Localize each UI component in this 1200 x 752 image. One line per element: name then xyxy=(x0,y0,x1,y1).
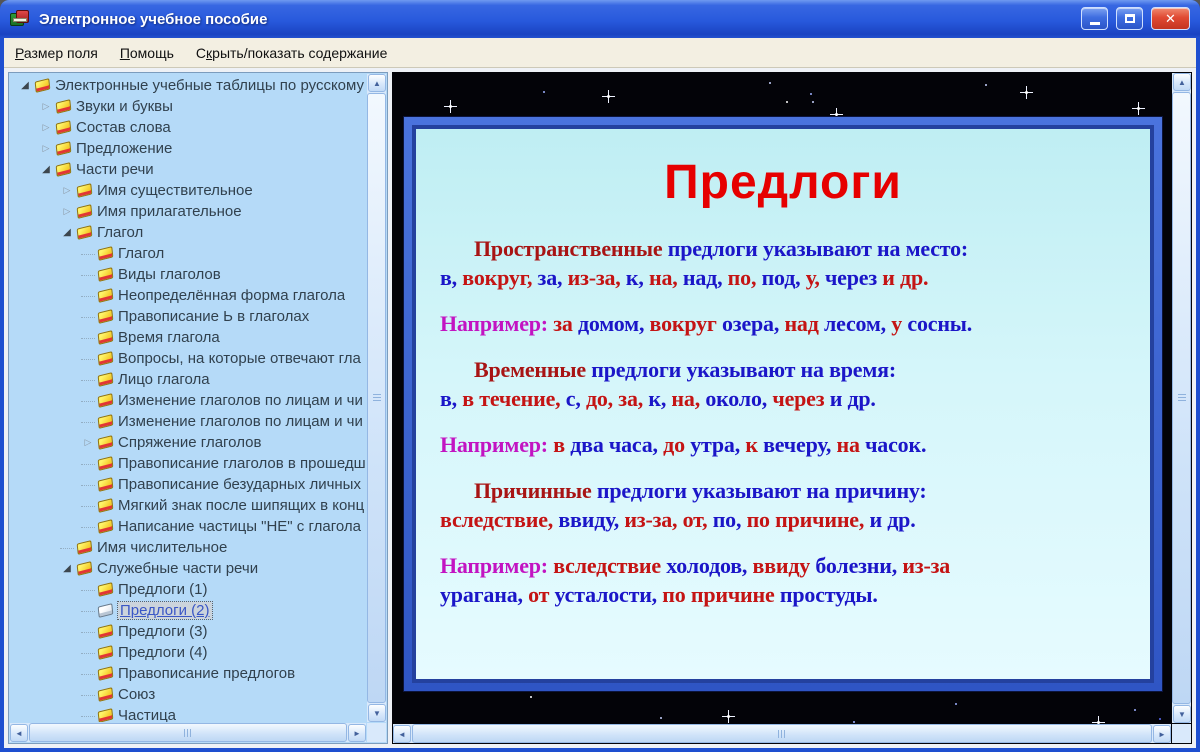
star xyxy=(1159,718,1161,720)
maximize-button[interactable] xyxy=(1116,7,1143,30)
tree-item[interactable] xyxy=(10,474,366,495)
book-icon xyxy=(98,246,114,261)
tree-item[interactable] xyxy=(10,306,366,327)
scroll-right-button[interactable]: ► xyxy=(1153,725,1171,743)
book-icon xyxy=(98,267,114,282)
scrollbar-thumb[interactable] xyxy=(29,723,347,742)
tree-item[interactable] xyxy=(10,75,366,96)
tree-item[interactable] xyxy=(10,138,366,159)
tree-item-label: Изменение глаголов по лицам и чи xyxy=(118,413,363,430)
expand-icon[interactable]: ▷ xyxy=(63,206,71,216)
close-icon: ✕ xyxy=(1165,11,1176,26)
tree-item[interactable] xyxy=(10,684,366,705)
window-title: Электронное учебное пособие xyxy=(39,10,268,28)
tree-item-label: Служебные части речи xyxy=(97,560,259,577)
tree-item-label: Виды глаголов xyxy=(118,266,221,283)
maximize-icon xyxy=(1125,14,1135,23)
tree-item-label: Частица xyxy=(118,707,177,722)
app-book-icon xyxy=(9,9,31,29)
star xyxy=(1134,709,1136,711)
book-icon xyxy=(98,582,114,597)
book-icon xyxy=(98,477,114,492)
book-icon xyxy=(98,351,114,366)
book-icon xyxy=(98,498,114,513)
book-icon xyxy=(98,372,114,387)
prepositions-causal: вследствие, ввиду, из-за, от, по, по причине, и др. xyxy=(440,507,916,532)
book-icon xyxy=(56,141,72,156)
scroll-right-button[interactable]: ► xyxy=(348,724,366,742)
rule-causal: Причинные предлоги указывают на причину: xyxy=(474,478,927,503)
menu-item-field-size[interactable]: Размер поля xyxy=(15,44,98,61)
tree-item[interactable] xyxy=(10,537,366,558)
menu-item-toggle-contents[interactable]: Скрыть/показать содержание xyxy=(195,44,388,61)
tree-item[interactable] xyxy=(10,201,366,222)
tree-item[interactable] xyxy=(10,558,366,579)
star-glint xyxy=(602,90,615,103)
tree-item[interactable] xyxy=(10,180,366,201)
contents-tree xyxy=(10,75,366,722)
scroll-up-button[interactable]: ▲ xyxy=(1173,73,1191,91)
minimize-button[interactable] xyxy=(1081,7,1108,30)
tree-item-label: Предлоги (1) xyxy=(118,581,208,598)
book-icon xyxy=(56,162,72,177)
star xyxy=(769,82,771,84)
tree-item[interactable] xyxy=(10,663,366,684)
slide-panel xyxy=(392,72,1192,744)
star xyxy=(955,703,957,705)
tree-item[interactable] xyxy=(10,453,366,474)
tree-item-label: Имя существительное xyxy=(97,182,253,199)
menu-item-help[interactable]: Помощь xyxy=(119,44,174,61)
tree-item[interactable] xyxy=(10,243,366,264)
tree-item[interactable] xyxy=(10,222,366,243)
tree-item[interactable] xyxy=(10,432,366,453)
example-causal-line2: урагана, от усталости, по причине простуды. xyxy=(440,582,878,607)
tree-item[interactable] xyxy=(10,369,366,390)
tree-item[interactable] xyxy=(10,96,366,117)
tree-item-label: Имя прилагательное xyxy=(97,203,242,220)
scroll-down-button[interactable]: ▼ xyxy=(368,704,386,722)
book-icon xyxy=(98,687,114,702)
star-glint xyxy=(722,710,735,723)
book-icon xyxy=(56,120,72,135)
star-glint xyxy=(1132,102,1145,115)
tree-item[interactable] xyxy=(10,411,366,432)
scrollbar-thumb[interactable] xyxy=(412,724,1152,743)
tree-item[interactable] xyxy=(10,516,366,537)
book-icon xyxy=(98,435,114,450)
star-glint xyxy=(1020,86,1033,99)
tree-item-label: Звуки и буквы xyxy=(76,98,173,115)
tree-item[interactable] xyxy=(10,642,366,663)
book-icon xyxy=(98,624,114,639)
prepositions-spatial: в, вокруг, за, из-за, к, на, над, по, под, у, через и др. xyxy=(440,265,929,290)
slide-title: Предлоги xyxy=(664,156,902,209)
expand-icon[interactable]: ▷ xyxy=(42,122,50,132)
collapse-icon[interactable]: ◢ xyxy=(21,80,29,91)
title-bar xyxy=(0,0,1200,38)
tree-item-label: Написание частицы "НЕ" с глагола xyxy=(118,518,361,535)
tree-item-label: Вопросы, на которые отвечают гла xyxy=(118,350,361,367)
tree-item-label: Лицо глагола xyxy=(118,371,210,388)
book-icon xyxy=(98,330,114,345)
rule-spatial: Пространственные предлоги указывают на место: xyxy=(474,236,969,261)
scrollbar-corner xyxy=(1172,724,1191,743)
tree-item-label: Имя числительное xyxy=(97,539,228,556)
star xyxy=(660,717,662,719)
contents-tree-panel xyxy=(8,72,388,744)
minimize-icon xyxy=(1090,22,1100,25)
collapse-icon[interactable]: ◢ xyxy=(63,227,71,238)
tree-item[interactable] xyxy=(10,348,366,369)
tree-item-label: Правописание глаголов в прошедш xyxy=(118,455,366,472)
scroll-down-button[interactable]: ▼ xyxy=(1173,705,1191,723)
tree-item-label: Предлоги (3) xyxy=(118,623,208,640)
tree-item-label: Время глагола xyxy=(118,329,220,346)
book-icon xyxy=(77,561,93,576)
tree-item-label: Правописание предлогов xyxy=(118,665,296,682)
scrollbar-thumb[interactable] xyxy=(367,93,386,703)
slide-body xyxy=(440,234,1126,609)
tree-item-label: Союз xyxy=(118,686,156,703)
tree-item[interactable] xyxy=(10,390,366,411)
expand-icon[interactable]: ▷ xyxy=(84,437,92,447)
scrollbar-corner xyxy=(367,723,386,742)
expand-icon[interactable]: ▷ xyxy=(63,185,71,195)
book-icon xyxy=(98,708,114,722)
tree-item[interactable] xyxy=(10,600,366,621)
close-button[interactable] xyxy=(1151,7,1190,30)
open-book-icon xyxy=(98,603,114,618)
client-area xyxy=(4,68,1196,748)
tree-item[interactable] xyxy=(10,117,366,138)
book-icon xyxy=(98,393,114,408)
rule-temporal: Временные предлоги указывают на время: xyxy=(474,357,896,382)
tree-item-label: Неопределённая форма глагола xyxy=(118,287,346,304)
tree-item-label: Спряжение глаголов xyxy=(118,434,262,451)
book-icon xyxy=(98,645,114,660)
collapse-icon[interactable]: ◢ xyxy=(42,164,50,175)
expand-icon[interactable]: ▷ xyxy=(42,143,50,153)
book-icon xyxy=(98,456,114,471)
star xyxy=(812,101,814,103)
tree-item-label: Глагол xyxy=(118,245,165,262)
tree-item-label: Правописание безударных личных xyxy=(118,476,361,493)
star xyxy=(530,696,532,698)
scroll-left-button[interactable]: ◄ xyxy=(10,724,28,742)
book-icon xyxy=(77,540,93,555)
tree-item[interactable] xyxy=(10,285,366,306)
book-icon xyxy=(35,78,51,93)
book-icon xyxy=(98,666,114,681)
book-icon xyxy=(98,519,114,534)
tree-item[interactable] xyxy=(10,705,366,722)
menu-bar xyxy=(4,38,1196,68)
example-causal-line1: Например: вследствие холодов, ввиду болезни, из-за xyxy=(440,553,951,578)
tree-item-label: Мягкий знак после шипящих в конц xyxy=(118,497,365,514)
book-icon xyxy=(77,183,93,198)
example-spatial: Например: за домом, вокруг озера, над лесом, у сосны. xyxy=(440,311,973,336)
scrollbar-thumb[interactable] xyxy=(1172,92,1191,704)
tree-item[interactable] xyxy=(10,621,366,642)
tree-item-label: Предлоги (4) xyxy=(118,644,208,661)
star xyxy=(810,93,812,95)
scroll-up-button[interactable]: ▲ xyxy=(368,74,386,92)
tree-item-label: Предлоги (2) xyxy=(120,602,210,619)
tree-item-label: Электронные учебные таблицы по русскому xyxy=(55,77,365,94)
tree-item-label: Глагол xyxy=(97,224,144,241)
star xyxy=(786,101,788,103)
book-icon xyxy=(98,414,114,429)
scroll-left-button[interactable]: ◄ xyxy=(393,725,411,743)
tree-item[interactable] xyxy=(10,264,366,285)
tree-item[interactable] xyxy=(10,579,366,600)
tree-item-label: Правописание Ь в глаголах xyxy=(118,308,310,325)
tree-item-label: Состав слова xyxy=(76,119,171,136)
book-icon xyxy=(77,225,93,240)
star xyxy=(985,84,987,86)
tree-item[interactable] xyxy=(10,495,366,516)
book-icon xyxy=(98,309,114,324)
collapse-icon[interactable]: ◢ xyxy=(63,563,71,574)
expand-icon[interactable]: ▷ xyxy=(42,101,50,111)
star-glint xyxy=(444,100,457,113)
book-icon xyxy=(98,288,114,303)
tree-item[interactable] xyxy=(10,327,366,348)
tree-item-label: Части речи xyxy=(76,161,154,178)
example-temporal: Например: в два часа, до утра, к вечеру, на часок. xyxy=(440,432,927,457)
slide-card xyxy=(403,116,1163,692)
tree-item-label: Предложение xyxy=(76,140,173,157)
tree-item-label: Изменение глаголов по лицам и чи xyxy=(118,392,363,409)
prepositions-temporal: в, в течение, с, до, за, к, на, около, через и др. xyxy=(440,386,876,411)
book-icon xyxy=(56,99,72,114)
book-icon xyxy=(77,204,93,219)
tree-item[interactable] xyxy=(10,159,366,180)
star xyxy=(543,91,545,93)
